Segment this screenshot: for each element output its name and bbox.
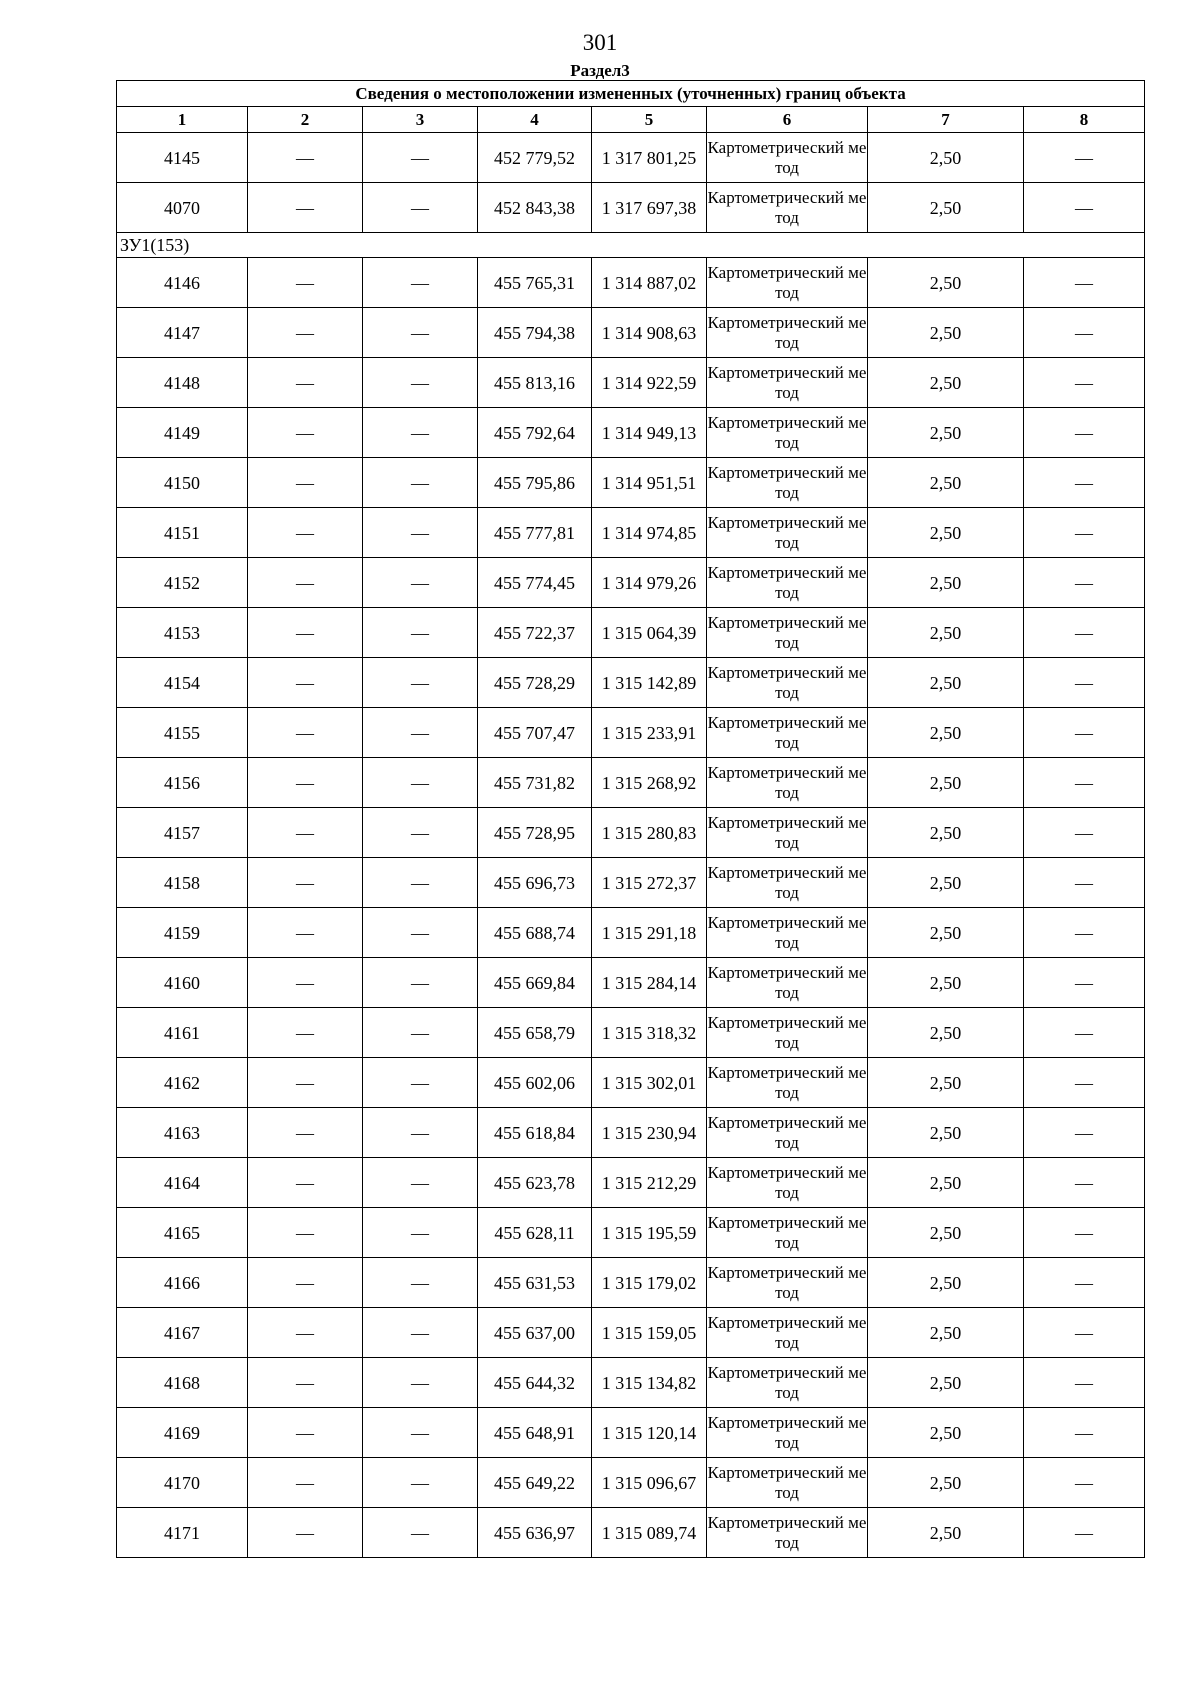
x-coordinate-cell: 452 779,52 bbox=[478, 133, 592, 183]
column-8-cell: — bbox=[1024, 258, 1145, 308]
table-row bbox=[117, 708, 1145, 758]
point-number-cell: 4147 bbox=[117, 308, 248, 358]
column-header: 8 bbox=[1024, 107, 1145, 133]
accuracy-cell: 2,50 bbox=[868, 1058, 1024, 1108]
accuracy-cell: 2,50 bbox=[868, 1108, 1024, 1158]
accuracy-cell: 2,50 bbox=[868, 258, 1024, 308]
accuracy-cell: 2,50 bbox=[868, 858, 1024, 908]
x-coordinate-cell: 455 765,31 bbox=[478, 258, 592, 308]
accuracy-cell: 2,50 bbox=[868, 408, 1024, 458]
y-coordinate-cell: 1 314 908,63 bbox=[592, 308, 707, 358]
x-coordinate-cell: 455 774,45 bbox=[478, 558, 592, 608]
table-row bbox=[117, 1358, 1145, 1408]
column-2-cell: — bbox=[248, 1508, 363, 1558]
point-number-cell: 4150 bbox=[117, 458, 248, 508]
method-cell: Картометрический метод bbox=[707, 358, 868, 408]
column-2-cell: — bbox=[248, 458, 363, 508]
point-number-cell: 4156 bbox=[117, 758, 248, 808]
column-8-cell: — bbox=[1024, 458, 1145, 508]
column-2-cell: — bbox=[248, 858, 363, 908]
accuracy-cell: 2,50 bbox=[868, 708, 1024, 758]
accuracy-cell: 2,50 bbox=[868, 1458, 1024, 1508]
method-cell: Картометрический метод bbox=[707, 1158, 868, 1208]
method-cell: Картометрический метод bbox=[707, 808, 868, 858]
accuracy-cell: 2,50 bbox=[868, 758, 1024, 808]
accuracy-cell: 2,50 bbox=[868, 458, 1024, 508]
column-8-cell: — bbox=[1024, 758, 1145, 808]
y-coordinate-cell: 1 315 268,92 bbox=[592, 758, 707, 808]
x-coordinate-cell: 455 794,38 bbox=[478, 308, 592, 358]
method-cell: Картометрический метод bbox=[707, 308, 868, 358]
column-2-cell: — bbox=[248, 708, 363, 758]
method-cell: Картометрический метод bbox=[707, 408, 868, 458]
point-number-cell: 4154 bbox=[117, 658, 248, 708]
point-number-cell: 4168 bbox=[117, 1358, 248, 1408]
table-body bbox=[117, 133, 1145, 1558]
y-coordinate-cell: 1 315 134,82 bbox=[592, 1358, 707, 1408]
column-8-cell: — bbox=[1024, 858, 1145, 908]
point-number-cell: 4153 bbox=[117, 608, 248, 658]
table-row bbox=[117, 133, 1145, 183]
method-cell: Картометрический метод bbox=[707, 708, 868, 758]
point-number-cell: 4171 bbox=[117, 1508, 248, 1558]
column-3-cell: — bbox=[363, 508, 478, 558]
method-cell: Картометрический метод bbox=[707, 258, 868, 308]
column-3-cell: — bbox=[363, 1158, 478, 1208]
table-row bbox=[117, 258, 1145, 308]
x-coordinate-cell: 455 813,16 bbox=[478, 358, 592, 408]
point-number-cell: 4145 bbox=[117, 133, 248, 183]
table-row bbox=[117, 808, 1145, 858]
x-coordinate-cell: 455 628,11 bbox=[478, 1208, 592, 1258]
column-header: 7 bbox=[868, 107, 1024, 133]
column-3-cell: — bbox=[363, 958, 478, 1008]
method-cell: Картометрический метод bbox=[707, 458, 868, 508]
column-2-cell: — bbox=[248, 558, 363, 608]
column-3-cell: — bbox=[363, 1058, 478, 1108]
x-coordinate-cell: 452 843,38 bbox=[478, 183, 592, 233]
point-number-cell: 4159 bbox=[117, 908, 248, 958]
column-8-cell: — bbox=[1024, 1308, 1145, 1358]
column-2-cell: — bbox=[248, 1158, 363, 1208]
column-3-cell: — bbox=[363, 358, 478, 408]
point-number-cell: 4161 bbox=[117, 1008, 248, 1058]
table-row bbox=[117, 1408, 1145, 1458]
column-8-cell: — bbox=[1024, 1408, 1145, 1458]
x-coordinate-cell: 455 648,91 bbox=[478, 1408, 592, 1458]
page-number: 301 bbox=[582, 30, 618, 55]
column-2-cell: — bbox=[248, 1208, 363, 1258]
y-coordinate-cell: 1 315 302,01 bbox=[592, 1058, 707, 1108]
y-coordinate-cell: 1 314 974,85 bbox=[592, 508, 707, 558]
x-coordinate-cell: 455 669,84 bbox=[478, 958, 592, 1008]
column-2-cell: — bbox=[248, 1008, 363, 1058]
column-8-cell: — bbox=[1024, 508, 1145, 558]
y-coordinate-cell: 1 315 096,67 bbox=[592, 1458, 707, 1508]
column-3-cell: — bbox=[363, 1008, 478, 1058]
table-row bbox=[117, 1208, 1145, 1258]
column-2-cell: — bbox=[248, 1458, 363, 1508]
y-coordinate-cell: 1 314 951,51 bbox=[592, 458, 707, 508]
column-2-cell: — bbox=[248, 1358, 363, 1408]
group-row bbox=[117, 233, 1145, 258]
y-coordinate-cell: 1 314 887,02 bbox=[592, 258, 707, 308]
column-2-cell: — bbox=[248, 608, 363, 658]
table-row bbox=[117, 908, 1145, 958]
accuracy-cell: 2,50 bbox=[868, 1358, 1024, 1408]
accuracy-cell: 2,50 bbox=[868, 133, 1024, 183]
x-coordinate-cell: 455 792,64 bbox=[478, 408, 592, 458]
point-number-cell: 4170 bbox=[117, 1458, 248, 1508]
table-row bbox=[117, 658, 1145, 708]
x-coordinate-cell: 455 623,78 bbox=[478, 1158, 592, 1208]
method-cell: Картометрический метод bbox=[707, 1508, 868, 1558]
group-label: ЗУ1(153) bbox=[117, 233, 1145, 258]
method-cell: Картометрический метод bbox=[707, 1008, 868, 1058]
column-3-cell: — bbox=[363, 408, 478, 458]
method-cell: Картометрический метод bbox=[707, 1108, 868, 1158]
column-3-cell: — bbox=[363, 1208, 478, 1258]
column-2-cell: — bbox=[248, 1308, 363, 1358]
column-3-cell: — bbox=[363, 1458, 478, 1508]
point-number-cell: 4164 bbox=[117, 1158, 248, 1208]
column-8-cell: — bbox=[1024, 1258, 1145, 1308]
point-number-cell: 4158 bbox=[117, 858, 248, 908]
column-2-cell: — bbox=[248, 908, 363, 958]
point-number-cell: 4070 bbox=[117, 183, 248, 233]
y-coordinate-cell: 1 315 272,37 bbox=[592, 858, 707, 908]
column-header: 3 bbox=[363, 107, 478, 133]
y-coordinate-cell: 1 315 318,32 bbox=[592, 1008, 707, 1058]
column-3-cell: — bbox=[363, 708, 478, 758]
table-row bbox=[117, 1108, 1145, 1158]
column-8-cell: — bbox=[1024, 408, 1145, 458]
column-8-cell: — bbox=[1024, 1458, 1145, 1508]
column-2-cell: — bbox=[248, 258, 363, 308]
column-2-cell: — bbox=[248, 358, 363, 408]
y-coordinate-cell: 1 317 801,25 bbox=[592, 133, 707, 183]
column-3-cell: — bbox=[363, 183, 478, 233]
x-coordinate-cell: 455 728,29 bbox=[478, 658, 592, 708]
column-3-cell: — bbox=[363, 608, 478, 658]
table-row bbox=[117, 458, 1145, 508]
method-cell: Картометрический метод bbox=[707, 908, 868, 958]
table-row bbox=[117, 558, 1145, 608]
y-coordinate-cell: 1 315 120,14 bbox=[592, 1408, 707, 1458]
accuracy-cell: 2,50 bbox=[868, 1258, 1024, 1308]
point-number-cell: 4157 bbox=[117, 808, 248, 858]
y-coordinate-cell: 1 314 949,13 bbox=[592, 408, 707, 458]
x-coordinate-cell: 455 731,82 bbox=[478, 758, 592, 808]
column-header: 1 bbox=[117, 107, 248, 133]
point-number-cell: 4165 bbox=[117, 1208, 248, 1258]
table-row bbox=[117, 1008, 1145, 1058]
accuracy-cell: 2,50 bbox=[868, 908, 1024, 958]
table-row bbox=[117, 1508, 1145, 1558]
column-8-cell: — bbox=[1024, 558, 1145, 608]
column-2-cell: — bbox=[248, 1058, 363, 1108]
column-8-cell: — bbox=[1024, 1358, 1145, 1408]
column-3-cell: — bbox=[363, 1308, 478, 1358]
column-8-cell: — bbox=[1024, 958, 1145, 1008]
column-8-cell: — bbox=[1024, 1008, 1145, 1058]
column-3-cell: — bbox=[363, 1258, 478, 1308]
y-coordinate-cell: 1 314 922,59 bbox=[592, 358, 707, 408]
table-row bbox=[117, 508, 1145, 558]
x-coordinate-cell: 455 722,37 bbox=[478, 608, 592, 658]
column-3-cell: — bbox=[363, 658, 478, 708]
column-3-cell: — bbox=[363, 458, 478, 508]
method-cell: Картометрический метод bbox=[707, 183, 868, 233]
point-number-cell: 4151 bbox=[117, 508, 248, 558]
method-cell: Картометрический метод bbox=[707, 1358, 868, 1408]
point-number-cell: 4146 bbox=[117, 258, 248, 308]
y-coordinate-cell: 1 315 179,02 bbox=[592, 1258, 707, 1308]
method-cell: Картометрический метод bbox=[707, 1308, 868, 1358]
column-2-cell: — bbox=[248, 508, 363, 558]
column-3-cell: — bbox=[363, 758, 478, 808]
table-row bbox=[117, 758, 1145, 808]
point-number-cell: 4162 bbox=[117, 1058, 248, 1108]
y-coordinate-cell: 1 315 212,29 bbox=[592, 1158, 707, 1208]
method-cell: Картометрический метод bbox=[707, 858, 868, 908]
column-2-cell: — bbox=[248, 308, 363, 358]
table-row bbox=[117, 308, 1145, 358]
y-coordinate-cell: 1 315 291,18 bbox=[592, 908, 707, 958]
column-2-cell: — bbox=[248, 183, 363, 233]
point-number-cell: 4149 bbox=[117, 408, 248, 458]
method-cell: Картометрический метод bbox=[707, 1258, 868, 1308]
column-8-cell: — bbox=[1024, 908, 1145, 958]
x-coordinate-cell: 455 602,06 bbox=[478, 1058, 592, 1108]
column-8-cell: — bbox=[1024, 1058, 1145, 1108]
method-cell: Картометрический метод bbox=[707, 608, 868, 658]
y-coordinate-cell: 1 315 089,74 bbox=[592, 1508, 707, 1558]
table-row bbox=[117, 858, 1145, 908]
column-3-cell: — bbox=[363, 808, 478, 858]
column-3-cell: — bbox=[363, 1108, 478, 1158]
point-number-cell: 4160 bbox=[117, 958, 248, 1008]
column-2-cell: — bbox=[248, 133, 363, 183]
accuracy-cell: 2,50 bbox=[868, 1158, 1024, 1208]
column-3-cell: — bbox=[363, 258, 478, 308]
column-8-cell: — bbox=[1024, 358, 1145, 408]
method-cell: Картометрический метод bbox=[707, 758, 868, 808]
x-coordinate-cell: 455 618,84 bbox=[478, 1108, 592, 1158]
x-coordinate-cell: 455 636,97 bbox=[478, 1508, 592, 1558]
y-coordinate-cell: 1 315 233,91 bbox=[592, 708, 707, 758]
y-coordinate-cell: 1 315 142,89 bbox=[592, 658, 707, 708]
column-2-cell: — bbox=[248, 1258, 363, 1308]
point-number-cell: 4169 bbox=[117, 1408, 248, 1458]
column-8-cell: — bbox=[1024, 608, 1145, 658]
table-row bbox=[117, 1458, 1145, 1508]
column-header: 5 bbox=[592, 107, 707, 133]
method-cell: Картометрический метод bbox=[707, 658, 868, 708]
point-number-cell: 4167 bbox=[117, 1308, 248, 1358]
table-row bbox=[117, 958, 1145, 1008]
column-3-cell: — bbox=[363, 1408, 478, 1458]
column-2-cell: — bbox=[248, 758, 363, 808]
section-title: Раздел3 bbox=[570, 61, 630, 80]
method-cell: Картометрический метод bbox=[707, 1058, 868, 1108]
column-3-cell: — bbox=[363, 558, 478, 608]
y-coordinate-cell: 1 314 979,26 bbox=[592, 558, 707, 608]
accuracy-cell: 2,50 bbox=[868, 608, 1024, 658]
accuracy-cell: 2,50 bbox=[868, 958, 1024, 1008]
column-2-cell: — bbox=[248, 958, 363, 1008]
column-2-cell: — bbox=[248, 658, 363, 708]
y-coordinate-cell: 1 315 159,05 bbox=[592, 1308, 707, 1358]
accuracy-cell: 2,50 bbox=[868, 1308, 1024, 1358]
column-3-cell: — bbox=[363, 1358, 478, 1408]
accuracy-cell: 2,50 bbox=[868, 358, 1024, 408]
accuracy-cell: 2,50 bbox=[868, 1508, 1024, 1558]
accuracy-cell: 2,50 bbox=[868, 1008, 1024, 1058]
column-8-cell: — bbox=[1024, 808, 1145, 858]
accuracy-cell: 2,50 bbox=[868, 308, 1024, 358]
column-2-cell: — bbox=[248, 808, 363, 858]
coordinates-table bbox=[116, 80, 1145, 1558]
y-coordinate-cell: 1 317 697,38 bbox=[592, 183, 707, 233]
accuracy-cell: 2,50 bbox=[868, 1208, 1024, 1258]
table-row bbox=[117, 608, 1145, 658]
x-coordinate-cell: 455 637,00 bbox=[478, 1308, 592, 1358]
accuracy-cell: 2,50 bbox=[868, 808, 1024, 858]
column-2-cell: — bbox=[248, 408, 363, 458]
x-coordinate-cell: 455 777,81 bbox=[478, 508, 592, 558]
method-cell: Картометрический метод bbox=[707, 1208, 868, 1258]
table-row bbox=[117, 183, 1145, 233]
method-cell: Картометрический метод bbox=[707, 558, 868, 608]
method-cell: Картометрический метод bbox=[707, 958, 868, 1008]
table-row bbox=[117, 1258, 1145, 1308]
column-header: 4 bbox=[478, 107, 592, 133]
column-8-cell: — bbox=[1024, 183, 1145, 233]
y-coordinate-cell: 1 315 195,59 bbox=[592, 1208, 707, 1258]
column-8-cell: — bbox=[1024, 1108, 1145, 1158]
y-coordinate-cell: 1 315 280,83 bbox=[592, 808, 707, 858]
column-8-cell: — bbox=[1024, 1208, 1145, 1258]
column-8-cell: — bbox=[1024, 1158, 1145, 1208]
column-3-cell: — bbox=[363, 858, 478, 908]
x-coordinate-cell: 455 644,32 bbox=[478, 1358, 592, 1408]
x-coordinate-cell: 455 649,22 bbox=[478, 1458, 592, 1508]
point-number-cell: 4155 bbox=[117, 708, 248, 758]
y-coordinate-cell: 1 315 064,39 bbox=[592, 608, 707, 658]
accuracy-cell: 2,50 bbox=[868, 558, 1024, 608]
accuracy-cell: 2,50 bbox=[868, 658, 1024, 708]
x-coordinate-cell: 455 728,95 bbox=[478, 808, 592, 858]
x-coordinate-cell: 455 688,74 bbox=[478, 908, 592, 958]
column-header: 6 bbox=[707, 107, 868, 133]
column-2-cell: — bbox=[248, 1408, 363, 1458]
method-cell: Картометрический метод bbox=[707, 508, 868, 558]
column-2-cell: — bbox=[248, 1108, 363, 1158]
table-row bbox=[117, 1058, 1145, 1108]
column-3-cell: — bbox=[363, 133, 478, 183]
column-8-cell: — bbox=[1024, 658, 1145, 708]
accuracy-cell: 2,50 bbox=[868, 1408, 1024, 1458]
column-8-cell: — bbox=[1024, 308, 1145, 358]
x-coordinate-cell: 455 658,79 bbox=[478, 1008, 592, 1058]
column-header: 2 bbox=[248, 107, 363, 133]
column-8-cell: — bbox=[1024, 133, 1145, 183]
column-3-cell: — bbox=[363, 908, 478, 958]
table-row bbox=[117, 408, 1145, 458]
point-number-cell: 4148 bbox=[117, 358, 248, 408]
accuracy-cell: 2,50 bbox=[868, 508, 1024, 558]
method-cell: Картометрический метод bbox=[707, 1408, 868, 1458]
x-coordinate-cell: 455 795,86 bbox=[478, 458, 592, 508]
column-3-cell: — bbox=[363, 1508, 478, 1558]
column-header-row bbox=[117, 107, 1145, 133]
x-coordinate-cell: 455 631,53 bbox=[478, 1258, 592, 1308]
table-row bbox=[117, 1158, 1145, 1208]
point-number-cell: 4163 bbox=[117, 1108, 248, 1158]
x-coordinate-cell: 455 696,73 bbox=[478, 858, 592, 908]
column-8-cell: — bbox=[1024, 708, 1145, 758]
x-coordinate-cell: 455 707,47 bbox=[478, 708, 592, 758]
table-caption-row bbox=[117, 81, 1145, 107]
method-cell: Картометрический метод bbox=[707, 1458, 868, 1508]
point-number-cell: 4152 bbox=[117, 558, 248, 608]
method-cell: Картометрический метод bbox=[707, 133, 868, 183]
table-row bbox=[117, 1308, 1145, 1358]
table-caption: Сведения о местоположении измененных (уточненных) границ объекта bbox=[117, 81, 1145, 107]
table-row bbox=[117, 358, 1145, 408]
y-coordinate-cell: 1 315 284,14 bbox=[592, 958, 707, 1008]
y-coordinate-cell: 1 315 230,94 bbox=[592, 1108, 707, 1158]
accuracy-cell: 2,50 bbox=[868, 183, 1024, 233]
point-number-cell: 4166 bbox=[117, 1258, 248, 1308]
column-3-cell: — bbox=[363, 308, 478, 358]
column-8-cell: — bbox=[1024, 1508, 1145, 1558]
